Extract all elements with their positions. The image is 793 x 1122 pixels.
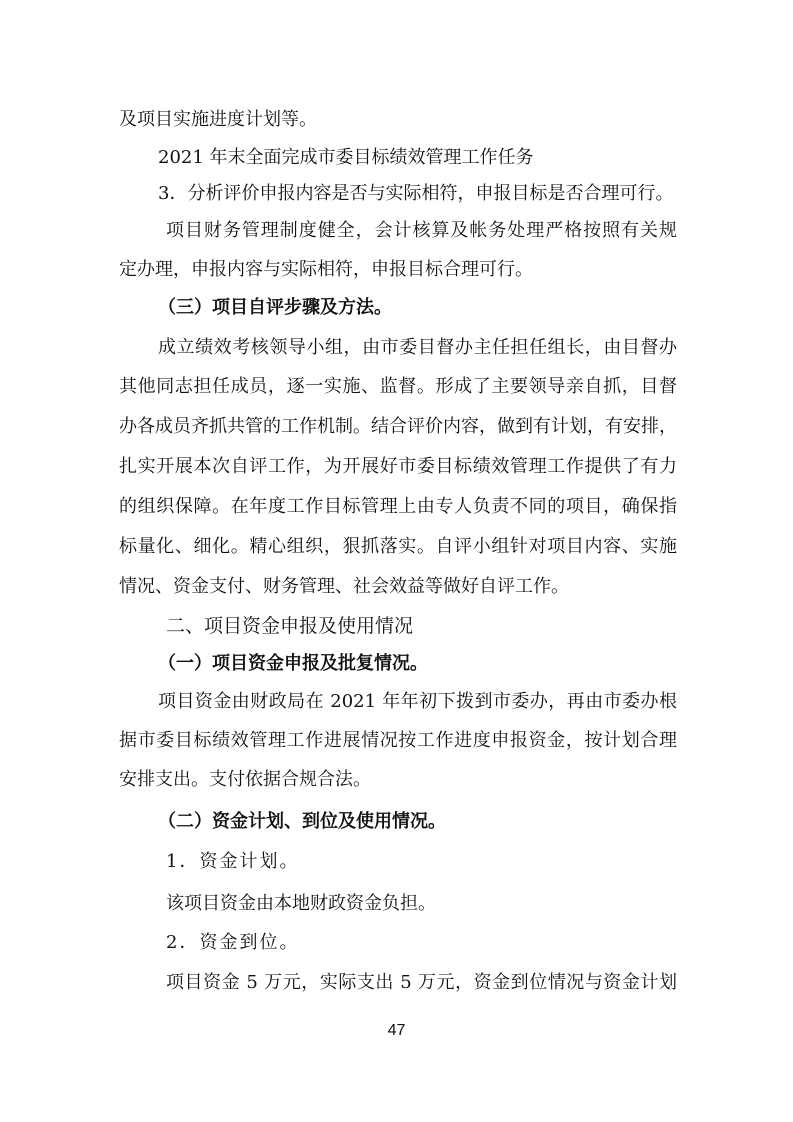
paragraph-line: 扎实开展本次自评工作，为开展好市委目标绩效管理工作提供了有力: [119, 456, 677, 477]
page-number: 47: [387, 1022, 406, 1039]
paragraph-line: 安排支出。支付依据合规合法。: [119, 769, 371, 790]
list-item-heading: 1．资金计划。: [166, 851, 300, 872]
paragraph-line: 办各成员齐抓共管的工作机制。结合评价内容，做到有计划，有安排，: [119, 416, 677, 437]
paragraph-line: 2021 年末全面完成市委目标绩效管理工作任务: [158, 147, 534, 168]
paragraph-line: 项目资金 5 万元，实际支出 5 万元，资金到位情况与资金计划: [166, 972, 677, 993]
paragraph-line: 定办理，申报内容与实际相符，申报目标合理可行。: [119, 259, 533, 280]
paragraph-line: 及项目实施进度计划等。: [119, 109, 317, 130]
paragraph-line: 成立绩效考核领导小组，由市委目督办主任担任组长，由目督办: [158, 337, 677, 358]
subsection-heading: （三）项目自评步骤及方法。: [158, 297, 392, 318]
list-item-heading: 2．资金到位。: [166, 932, 300, 953]
paragraph-line: 标量化、细化。精心组织，狠抓落实。自评小组针对项目内容、实施: [119, 536, 677, 557]
subsection-heading: （一）项目资金申报及批复情况。: [158, 653, 428, 674]
paragraph-line: 项目财务管理制度健全，会计核算及帐务处理严格按照有关规: [166, 220, 677, 241]
paragraph-line: 其他同志担任成员，逐一实施、监督。形成了主要领导亲自抓，目督: [119, 376, 677, 397]
paragraph-line: 情况、资金支付、财务管理、社会效益等做好自评工作。: [119, 576, 569, 597]
paragraph-line: 项目资金由财政局在 2021 年年初下拨到市委办，再由市委办根: [158, 691, 677, 712]
subsection-heading: （二）资金计划、到位及使用情况。: [158, 811, 446, 832]
section-heading: 二、项目资金申报及使用情况: [166, 615, 414, 637]
paragraph-line: 的组织保障。在年度工作目标管理上由专人负责不同的项目，确保指: [119, 496, 677, 517]
paragraph-line: 3．分析评价申报内容是否与实际相符，申报目标是否合理可行。: [158, 183, 674, 204]
paragraph-line: 该项目资金由本地财政资金负担。: [166, 893, 436, 914]
paragraph-line: 据市委目标绩效管理工作进展情况按工作进度申报资金，按计划合理: [119, 730, 677, 751]
